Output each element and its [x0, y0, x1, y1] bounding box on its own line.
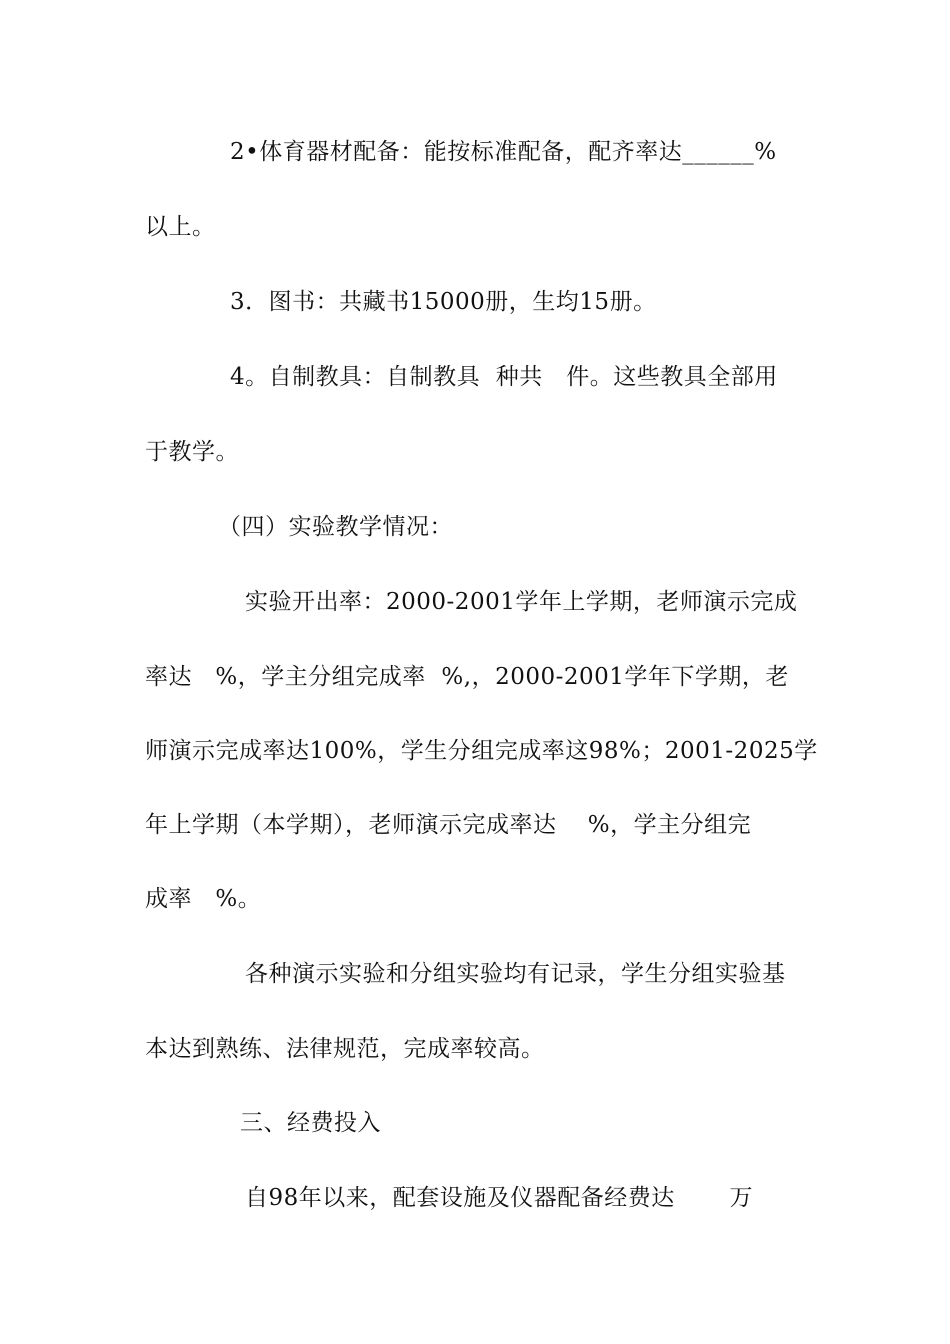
paragraph-experiment-rate-line-2: 率达 %，学主分组完成率 %,，2000-2001学年下学期，老 — [145, 664, 789, 690]
paragraph-teaching-aids-line-2: 于教学。 — [145, 439, 239, 465]
paragraph-experiment-rate-line-3: 师演示完成率达100%，学生分组完成率这98%；2001-2025学 — [145, 738, 818, 764]
paragraph-funding-line-1: 自98年以来，配套设施及仪器配备经费达 万 — [245, 1185, 753, 1211]
paragraph-experiment-rate-line-5: 成率 %。 — [145, 886, 262, 912]
paragraph-records-line-2: 本达到熟练、法律规范，完成率较高。 — [145, 1036, 545, 1062]
paragraph-experiment-rate-line-1: 实验开出率：2000-2001学年上学期，老师演示完成 — [245, 589, 798, 615]
paragraph-sports-equipment-line-1: 2•体育器材配备：能按标准配备，配齐率达______% — [230, 139, 777, 165]
paragraph-experiment-rate-line-4: 年上学期（本学期），老师演示完成率达 %，学主分组完 — [145, 812, 752, 838]
paragraph-sports-equipment-line-2: 以上。 — [145, 214, 216, 240]
section-heading-funding: 三、经费投入 — [240, 1110, 381, 1136]
paragraph-records-line-1: 各种演示实验和分组实验均有记录，学生分组实验基 — [245, 961, 786, 987]
section-heading-experiments: （四）实验教学情况： — [218, 514, 453, 540]
paragraph-teaching-aids-line-1: 4。自制教具：自制教具 种共 件。这些教具全部用 — [230, 364, 778, 390]
paragraph-books: 3．图书：共藏书15000册，生均15册。 — [230, 289, 657, 315]
